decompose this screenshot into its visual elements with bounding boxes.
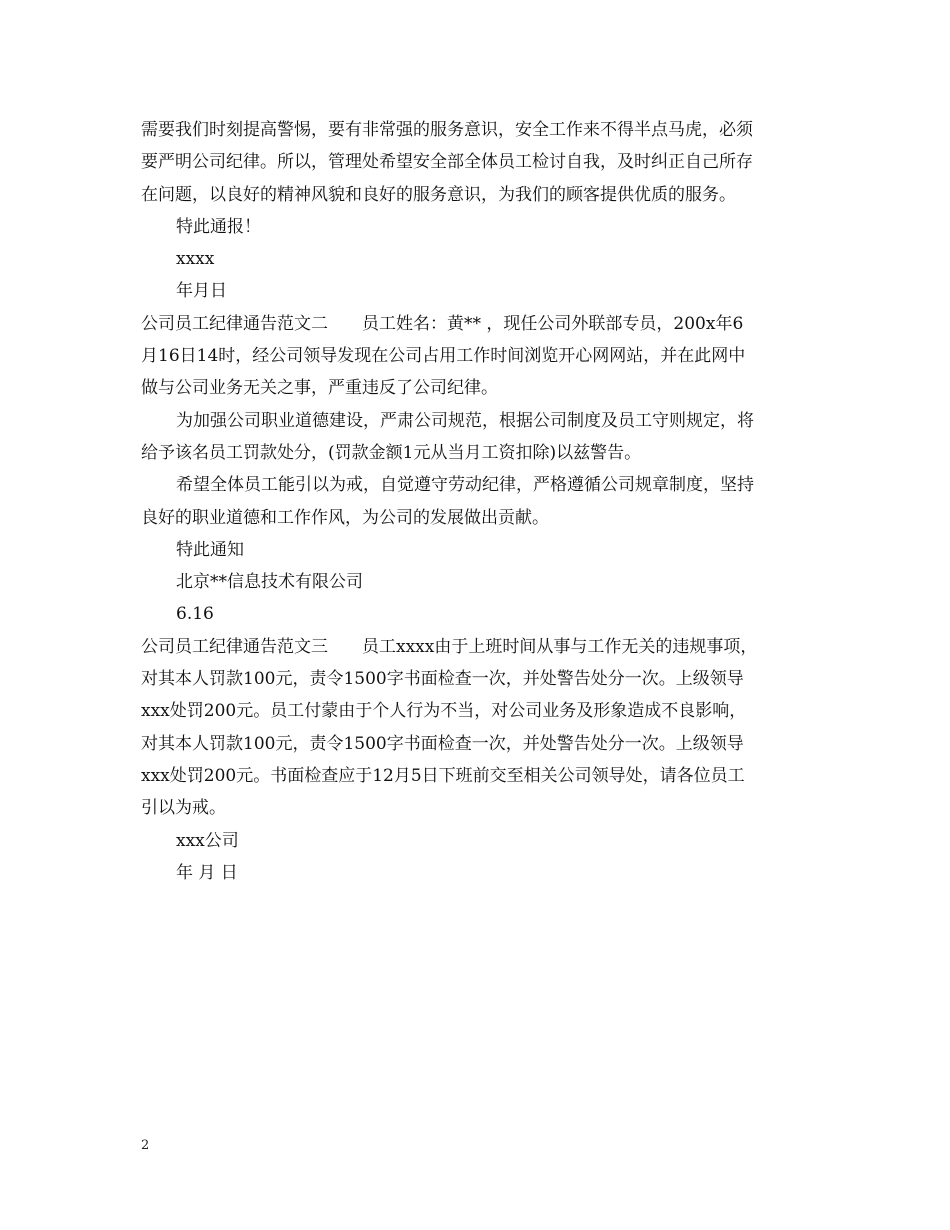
text-line: 年月日: [176, 281, 227, 302]
text-line: 6.16: [176, 604, 214, 625]
text-line: 需要我们时刻提高警惕，要有非常强的服务意识，安全工作来不得半点马虎，必须: [141, 120, 753, 140]
text-line: 在问题，以良好的精神风貌和良好的服务意识，为我们的顾客提供优质的服务。: [141, 184, 736, 205]
page-number: 2: [141, 1138, 150, 1153]
text-line: 特此通知: [176, 539, 244, 560]
text-line: 公司员工纪律通告范文三 员工xxxx由于上班时间从事与工作无关的违规事项，: [141, 636, 758, 657]
text-line: 北京**信息技术有限公司: [176, 572, 363, 593]
text-line: 引以为戒。: [141, 798, 226, 819]
text-line: xxx处罚200元。书面检查应于12月5日下班前交至相关公司领导处，请各位员工: [141, 765, 745, 786]
text-line: 对其本人罚款100元，责令1500字书面检查一次，并处警告处分一次。上级领导: [141, 669, 744, 690]
text-line: 希望全体员工能引以为戒，自觉遵守劳动纪律，严格遵循公司规章制度，坚持: [176, 475, 754, 496]
text-line: 特此通报！: [176, 216, 261, 237]
text-line: 公司员工纪律通告范文二 员工姓名：黄** ，现任公司外联部专员，200x年6: [141, 313, 744, 334]
text-line: 月16日14时，经公司领导发现在公司占用工作时间浏览开心网网站，并在此网中: [141, 346, 746, 367]
text-line: 给予该名员工罚款处分，(罚款金额1元从当月工资扣除)以兹警告。: [141, 442, 642, 463]
text-line: 对其本人罚款100元，责令1500字书面检查一次，并处警告处分一次。上级领导: [141, 733, 744, 754]
text-line: xxxx: [176, 249, 215, 270]
text-line: 年 月 日: [176, 862, 238, 883]
document-body: [141, 114, 831, 889]
text-line: 良好的职业道德和工作作风，为公司的发展做出贡献。: [141, 507, 549, 528]
text-line: 要严明公司纪律。所以，管理处希望安全部全体员工检讨自我，及时纠正自己所存: [141, 152, 753, 173]
text-line: 为加强公司职业道德建设，严肃公司规范，根据公司制度及员工守则规定，将: [176, 410, 754, 431]
text-line: xxx公司: [176, 830, 239, 851]
text-line: 做与公司业务无关之事，严重违反了公司纪律。: [141, 378, 498, 399]
text-line: xxx处罚200元。员工付蒙由于个人行为不当，对公司业务及形象造成不良影响，: [141, 701, 747, 722]
